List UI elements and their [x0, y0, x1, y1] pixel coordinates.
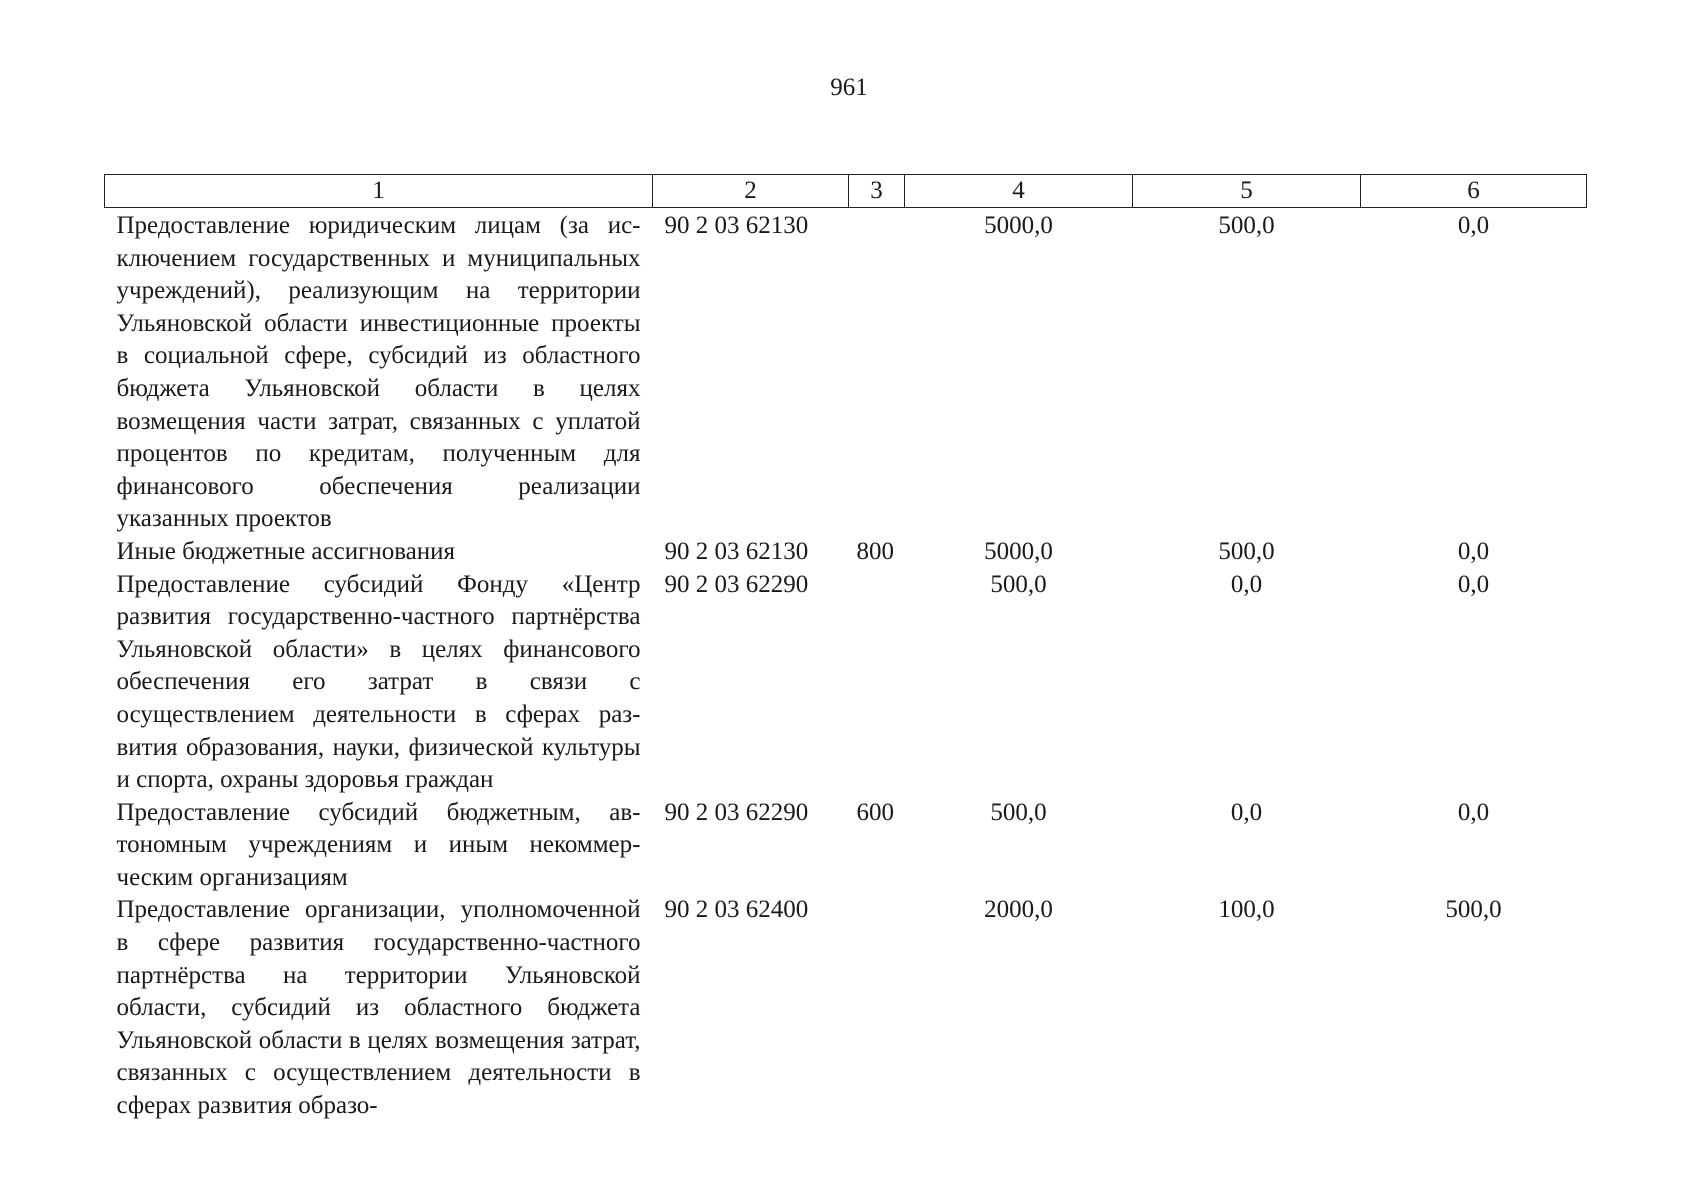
column-header-1: 1 — [105, 175, 653, 208]
row-expense-type — [849, 569, 905, 797]
row-amount-5: 500,0 — [1218, 537, 1275, 565]
row-amount-6: 0,0 — [1457, 570, 1490, 598]
row-amount-4: 500,0 — [990, 798, 1047, 826]
row-amount-5: 500,0 — [1218, 212, 1275, 239]
row-amount-6: 0,0 — [1457, 537, 1490, 565]
row-amount-6: 500,0 — [1445, 896, 1502, 924]
column-header-5: 5 — [1133, 175, 1361, 208]
row-target-code: 90 2 03 62400 — [664, 896, 809, 924]
row-expense-type: 800 — [856, 537, 894, 565]
row-target-code: 90 2 03 62130 — [664, 537, 809, 565]
table-row — [105, 536, 1587, 569]
column-header-2: 2 — [653, 175, 849, 208]
row-expense-type — [849, 894, 905, 1122]
row-amount-5: 0,0 — [1230, 798, 1263, 826]
row-amount-5: 100,0 — [1218, 896, 1275, 924]
budget-table — [104, 174, 1587, 1123]
row-amount-4: 2000,0 — [984, 896, 1053, 924]
page-number: 961 — [830, 74, 868, 101]
table-header-row — [105, 175, 1587, 208]
row-target-code: 90 2 03 62290 — [664, 798, 809, 826]
row-amount-6: 0,0 — [1457, 212, 1490, 239]
column-header-6: 6 — [1361, 175, 1587, 208]
table-row — [105, 797, 1587, 895]
row-amount-5: 0,0 — [1230, 570, 1263, 598]
row-expense-type: 600 — [856, 798, 894, 826]
row-amount-4: 5000,0 — [984, 537, 1053, 565]
row-expense-type — [849, 208, 905, 536]
row-description: Предоставление организации, уполномоченной в сфере развития государственно-частного партнёрства на территории Ульяновской области, субсидий из областного бюджета Ульяновской области в целях возмещения затрат, связанных с осуществлением деятельности в сферах развития образо- — [116, 896, 641, 1120]
column-header-3: 3 — [849, 175, 905, 208]
table-row — [105, 208, 1587, 536]
table-row — [105, 894, 1587, 1122]
row-description: Иные бюджетные ассигнования — [116, 537, 456, 565]
row-amount-4: 500,0 — [990, 570, 1047, 598]
row-amount-6: 0,0 — [1457, 798, 1490, 826]
row-target-code: 90 2 03 62290 — [664, 570, 809, 598]
row-description: Предоставление субсидий бюджетным, автономным учреждениям и иным некоммерческим организациям — [116, 798, 641, 891]
table-row — [105, 569, 1587, 797]
row-description: Предоставление субсидий Фонду «Центр развития государственно-частного партнёрства Ульяновской области» в целях финансового обеспечения его затрат в связи с осуществлением деятельности в сферах развития образования, науки, физической культуры и спорта, охраны здоровья граждан — [116, 570, 641, 794]
row-target-code: 90 2 03 62130 — [664, 212, 809, 239]
row-description: Предоставление юридическим лицам (за исключением государственных и муниципальных учреждений), реализующим на территории Ульяновской области инвестиционные проекты в социальной сфере, субсидий из областного бюджета Ульяновской области в целях возмещения части затрат, связанных с уплатой процентов по кредитам, полученным для финансового обеспечения реализации указанных проектов — [116, 212, 641, 533]
column-header-4: 4 — [905, 175, 1133, 208]
row-amount-4: 5000,0 — [984, 212, 1053, 239]
